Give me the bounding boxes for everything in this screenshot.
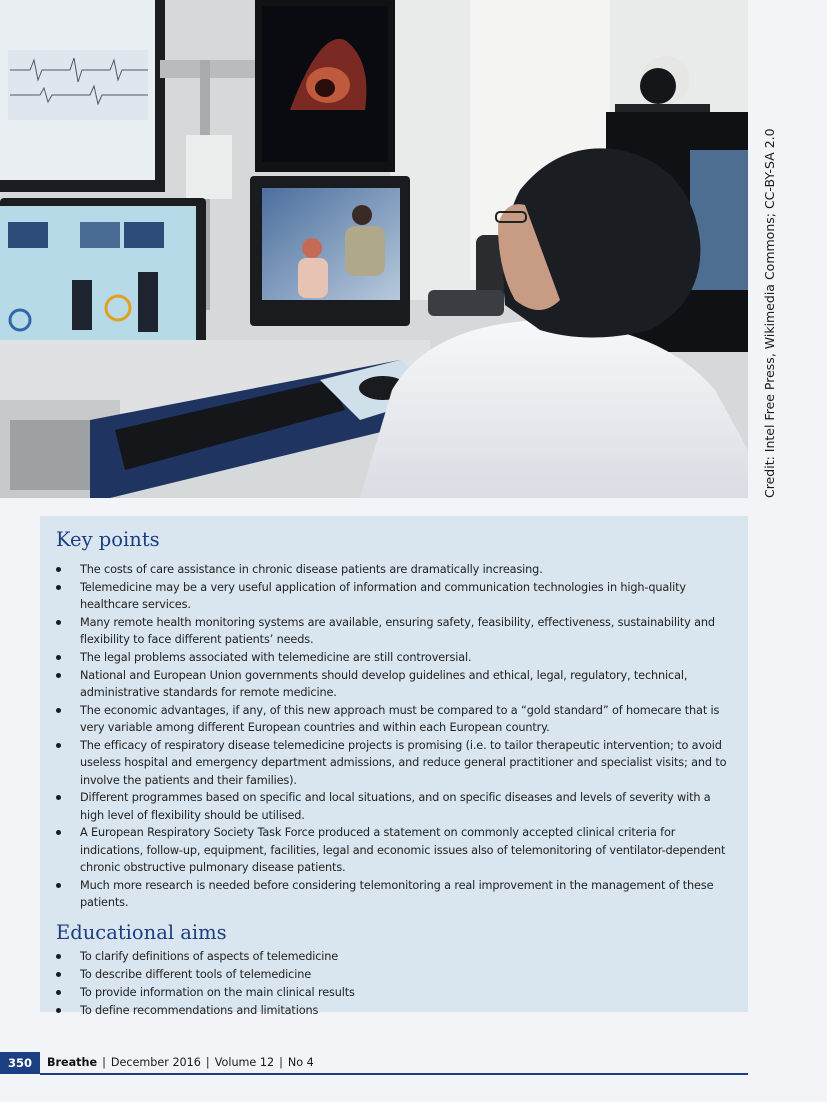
list-item [56,966,732,983]
list-item [56,702,732,737]
list-item [56,1002,732,1019]
bullet-icon [56,954,61,959]
bullet-icon [56,673,61,678]
bullet-icon [56,795,61,800]
separator: | [102,1056,106,1069]
list-item-text: Different programmes based on specific and local situations, and on specific diseases and levels of severity with a high level of flexibility should be utilised. [80,791,711,822]
key-points-list [56,561,732,911]
list-item-text: To provide information on the main clinical results [80,986,355,1000]
page-number: 350 [0,1052,40,1074]
bullet-icon [56,620,61,625]
bullet-icon [56,972,61,977]
footer-rule [40,1073,748,1075]
bullet-icon [56,585,61,590]
bullet-icon [56,1008,61,1013]
list-item [56,579,732,614]
page-footer [0,1052,748,1076]
bullet-icon [56,708,61,713]
issue-date: December 2016 [110,1056,201,1069]
list-item [56,561,732,578]
list-item-text: Much more research is needed before considering telemonitoring a real improvement in the management of these patients. [80,878,714,910]
list-item [56,824,732,876]
bullet-icon [56,743,61,748]
journal-name: Breathe [47,1056,98,1069]
issue-number: No 4 [287,1056,314,1069]
list-item-text: The legal problems associated with telemedicine are still controversial. [80,650,472,664]
list-item [56,877,732,912]
bullet-icon [56,883,61,888]
list-item-text: A European Respiratory Society Task Force produced a statement on commonly accepted clinical criteria for indications, follow-up, equipment, facilities, legal and economic issues also of telemonitoring of ventilator-dependent chronic obstructive pulmonary disease patients. [80,826,726,875]
list-item-text: Many remote health monitoring systems are available, ensuring safety, feasibility, effectiveness, sustainability and flexibility to face different patients’ needs. [80,615,715,647]
list-item [56,984,732,1001]
list-item-text: To describe different tools of telemedicine [80,968,312,982]
bullet-icon [56,990,61,995]
volume: Volume 12 [214,1056,275,1069]
telemedicine-photo-illustration [0,0,748,498]
educational-aims-title: Educational aims [56,921,227,945]
list-item [56,667,732,702]
footer-citation [47,1052,314,1074]
list-item-text: The costs of care assistance in chronic disease patients are dramatically increasing. [80,563,543,576]
list-item-text: To clarify definitions of aspects of telemedicine [80,950,339,964]
list-item [56,948,732,965]
photo-credit: Credit: Intel Free Press, Wikimedia Commons; CC-BY-SA 2.0 [762,128,777,498]
list-item [56,789,732,824]
header-photo [0,0,748,498]
list-item-text: Telemedicine may be a very useful application of information and communication technologies in high-quality healthcare services. [80,580,686,612]
list-item [56,649,732,666]
bullet-icon [56,655,61,660]
list-item-text: The economic advantages, if any, of this new approach must be compared to a “gold standard” of homecare that is very variable among different European countries and within each European country. [80,703,720,735]
list-item-text: To define recommendations and limitations [80,1003,319,1017]
list-item-text: The efficacy of respiratory disease telemedicine projects is promising (i.e. to tailor therapeutic intervention; to avoid useless hospital and emergency department admissions, and reduce general practitioner and specialist visits; and to involve the patients and their families). [80,738,727,787]
separator: | [205,1056,210,1069]
key-points-title: Key points [56,528,160,551]
key-points-box [40,516,748,1017]
list-item [56,737,732,789]
bullet-icon [56,830,61,835]
separator: | [279,1056,283,1069]
list-item [56,614,732,649]
educational-aims-list [56,948,732,1019]
bullet-icon [56,567,61,572]
list-item-text: National and European Union governments should develop guidelines and ethical, legal, regulatory, technical, administrative standards for remote medicine. [80,668,688,700]
